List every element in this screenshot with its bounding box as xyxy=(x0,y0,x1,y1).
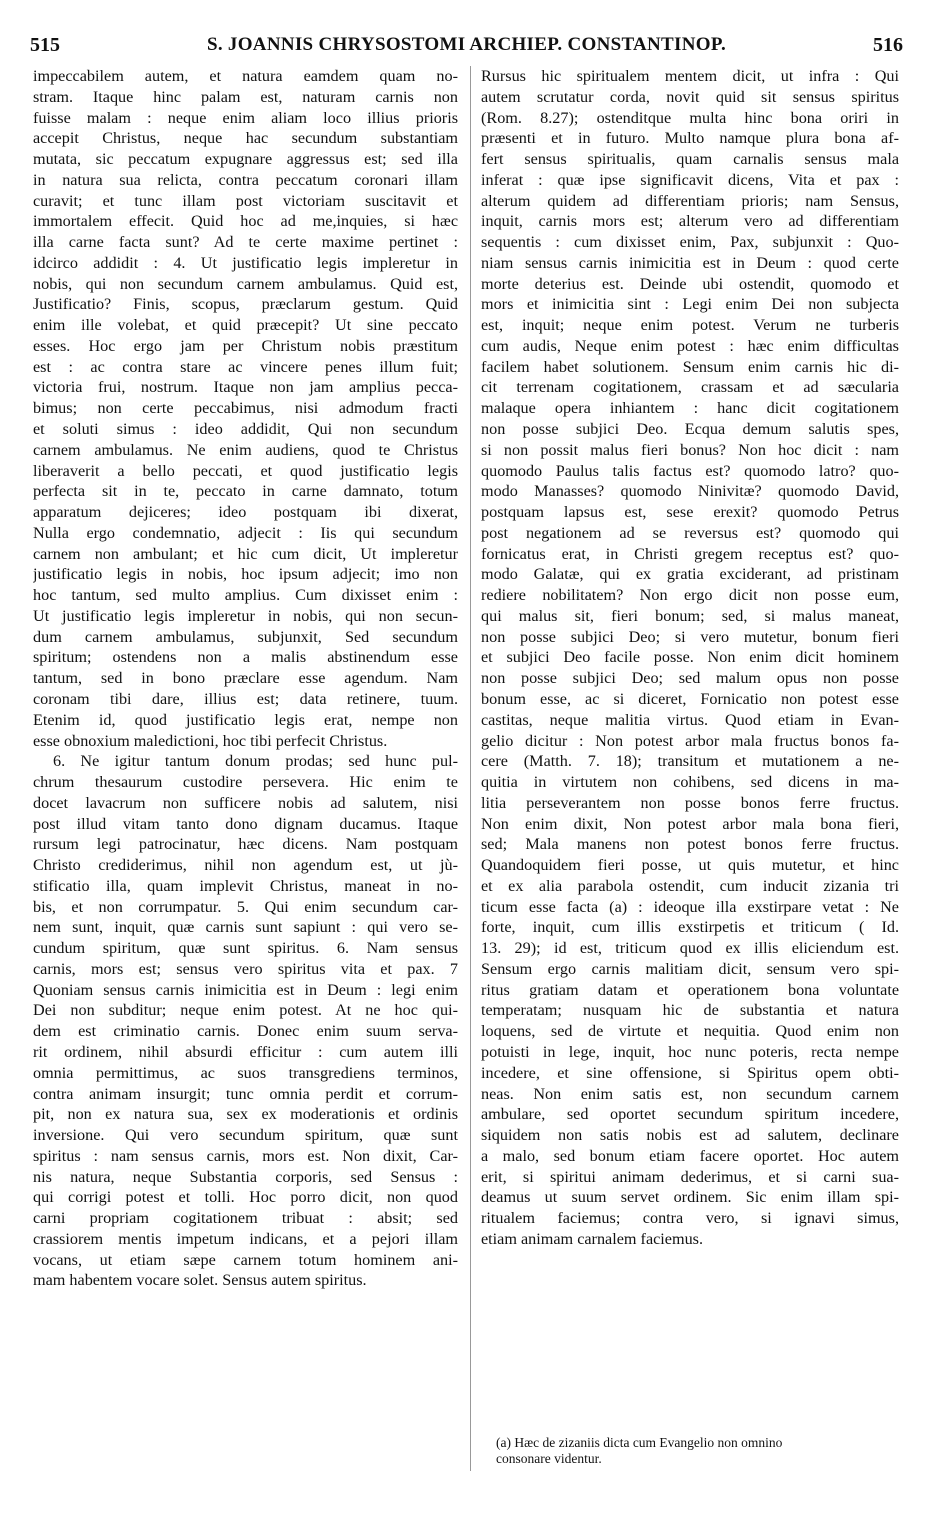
text-line: modo Manasses? quomodo Ninivitæ? quomodo David, xyxy=(481,482,899,501)
text-line: esses. Hoc ergo jam per Christum nobis præstitum xyxy=(33,336,458,355)
text-line: carnis, mors est; sensus vero spiritus vita et pax. 7 xyxy=(33,959,458,978)
text-line: inferat : quæ ipse significavit dicens, Vita et pax : xyxy=(481,170,899,189)
text-line: docet lavacrum non sufficere nobis ad salutem, nisi xyxy=(33,793,458,812)
text-line: crassiorem mentis impetum indicans, et a pejori illam xyxy=(33,1229,458,1248)
text-line: a malo, sed bonum etiam facere oportet. Hoc autem xyxy=(481,1146,899,1165)
page-header xyxy=(30,34,903,64)
text-line: mors et inimicitia sint : Legi enim Dei non subjecta xyxy=(481,295,899,314)
text-line: bis, et non corrumpatur. 5. Qui enim secundum car- xyxy=(33,897,458,916)
text-line: non posse subjici Deo; sed malum opus non posse xyxy=(481,669,899,688)
text-line: justificatio legis in nobis, hoc ipsum adjecit; imo non xyxy=(33,565,458,584)
text-line: carni propriam cogitationem tribuat : absit; sed xyxy=(33,1209,458,1228)
text-line: Etenim id, quod justificatio legis erat, nempe non xyxy=(33,710,458,729)
text-line: dum carnem ambulamus, subjunxit, Sed secundum xyxy=(33,627,458,646)
text-line: non posse subjici Deo; si vero mutetur, bonum fieri xyxy=(481,627,899,646)
text-line: in natura sua relicta, contra peccatum coronari illam xyxy=(33,170,458,189)
text-line: Non enim dixit, Non potest arbor mala bona fieri, xyxy=(481,814,899,833)
text-line: Christo crediderimus, nihil non agendum est, ut jù- xyxy=(33,856,458,875)
text-line: quomodo Paulus talis factus est? quomodo latro? quo- xyxy=(481,461,899,480)
text-line: immortalem effecit. Quid hoc ad me,inquies, si hæc xyxy=(33,212,458,231)
text-line: fuisse malam : neque enim aliam loco illius prioris xyxy=(33,108,458,127)
text-line: curavit; et tunc illam post victoriam suscitavit et xyxy=(33,191,458,210)
text-line: post illud vitam tanto dono dignam ducamus. Itaque xyxy=(33,814,458,833)
text-line: fert sensus spiritualis, quam carnalis sensus mala xyxy=(481,150,899,169)
text-line: modo Galatæ, qui ex gratia exciderant, ad pristinam xyxy=(481,565,899,584)
text-line: forte, inquit, cum illis exstirpetis et triticum ( Id. xyxy=(481,918,899,937)
text-line: victoria frui, nostrum. Itaque non jam amplius pecca- xyxy=(33,378,458,397)
text-line: morte deterius est. Deinde ubi ostendit, quomodo et xyxy=(481,274,899,293)
text-line: ritualem faciemus; contra vero, si ignavi simus, xyxy=(481,1209,899,1228)
text-line: non posse subjici Deo. Ecqua demum salutis spes, xyxy=(481,420,899,439)
text-line: tantum, sed in bono præclare esse agendum. Nam xyxy=(33,669,458,688)
text-line: siquidem non satis nobis est ad salutem, declinare xyxy=(481,1126,899,1145)
text-line: Sensum ergo carnis malitiam dicit, sensum vero spi- xyxy=(481,959,899,978)
text-line: nis natura, neque Substantia corporis, sed Sensus : xyxy=(33,1167,458,1186)
text-line: apparatum dejiceres; ideo postquam ibi dixerat, xyxy=(33,503,458,522)
text-line: est, inquit; neque enim potest. Verum ne turberis xyxy=(481,316,899,335)
text-line: et subjici Deo facile posse. Non enim dicit hominem xyxy=(481,648,899,667)
text-line: si non possit malus fieri bonus? Non hoc dicit : nam xyxy=(481,440,899,459)
column-divider xyxy=(470,66,471,1471)
text-line: enim ille volebat, et quid præcepit? Ut sine peccato xyxy=(33,316,458,335)
text-line: mutata, sic peccatum expugnare aggressus est; sed illa xyxy=(33,150,458,169)
text-line: sequentis : cum dixisset enim, Pax, subjunxit : Quo- xyxy=(481,233,899,252)
text-line: fornicatus erat, in Christi gregem receptus est? quo- xyxy=(481,544,899,563)
text-line: et ex alia parabola ostendit, cum inducit zizania tri xyxy=(481,876,899,895)
text-line: liberaverit a bello peccati, et quod justificatio legis xyxy=(33,461,458,480)
text-line: cum audis, Neque enim potest : hæc enim difficultas xyxy=(481,336,899,355)
text-line: erit, si spiritui animam dederimus, et si carni sua- xyxy=(481,1167,899,1186)
text-line: perfecta sit in te, peccato in carne damnato, totum xyxy=(33,482,458,501)
text-line: sed; Mala manens non potest bonos ferre fructus. xyxy=(481,835,899,854)
text-line: rursum legi patrocinatur, hæc dicens. Nam postquam xyxy=(33,835,458,854)
text-line: Dei non subditur; neque enim potest. At ne hoc qui- xyxy=(33,1001,458,1020)
text-line: qui corrigi potest et tolli. Hoc porro dicit, non quod xyxy=(33,1188,458,1207)
text-line: accepit Christus, neque hac secundum substantiam xyxy=(33,129,458,148)
text-line: etiam animam carnalem faciemus. xyxy=(481,1229,704,1248)
text-line: contra animam insurgit; tunc omnia perdit et corrum- xyxy=(33,1084,458,1103)
text-line: bimus; non certe peccabimus, nisi admodum fracti xyxy=(33,399,458,418)
text-line: Quoniam sensus carnis inimicitia est in Deum : legi enim xyxy=(33,980,458,999)
text-line: pit, non ex natura sua, sex ex moderationis et ordinis xyxy=(33,1105,458,1124)
text-line: dem est criminatio carnis. Donec enim suum serva- xyxy=(33,1022,458,1041)
text-line: postquam lapsus est, sese erexit? quomodo Petrus xyxy=(481,503,899,522)
text-line: spiritum; ostendens non a malis abstinendum esse xyxy=(33,648,458,667)
text-line: cit terrenam cogitationem, crassam et ad sæcularia xyxy=(481,378,899,397)
text-line: castitas, neque malitia virtus. Quod etiam in Evan- xyxy=(481,710,899,729)
text-line: spiritus : nam sensus carnis, mors est. Non dixit, Car- xyxy=(33,1146,458,1165)
text-line: ambulare, sed oportet secundum spiritum incedere, xyxy=(481,1105,899,1124)
text-line: nobis, qui non secundum carnem ambulamus. Quid est, xyxy=(33,274,458,293)
text-line: incedere, et sine offensione, si Spiritus opem obti- xyxy=(481,1063,899,1082)
text-line: stram. Itaque hinc palam est, naturam carnis non xyxy=(33,87,458,106)
text-line: niam sensus carnis inimicitia est in Deum : quod certe xyxy=(481,253,899,272)
text-line: Rursus hic spiritualem mentem dicit, ut infra : Qui xyxy=(481,67,899,85)
text-line: ritus gratiam datam et operationem bona voluntate xyxy=(481,980,899,999)
text-line: et soluti simus : ideo addidit, Qui non secundum xyxy=(33,420,458,439)
text-line: neas. Non enim satis est, non secundum carnem xyxy=(481,1084,899,1103)
text-line: (Rom. 8.27); ostenditque multa hinc bona oriri in xyxy=(481,108,899,127)
left-column xyxy=(33,66,458,1291)
text-line: consonare videntur. xyxy=(496,1451,602,1466)
text-line: impeccabilem autem, et natura eamdem quam no- xyxy=(33,67,458,85)
text-line: nem sunt, inquit, quæ carnis sunt sapiunt : qui vero se- xyxy=(33,918,458,937)
text-line: carnem non ambulant; et hic cum dicit, Ut impleretur xyxy=(33,544,458,563)
text-line: esse obnoxium maledictioni, hoc tibi perfecit Christus. xyxy=(33,731,388,750)
text-line: bonum esse, ac si diceret, Fornicatio non potest esse xyxy=(481,689,899,708)
text-line: præsenti et in futuro. Multo namque plura bona af- xyxy=(481,129,899,148)
text-line: gelio dicitur : Non potest arbor mala fructus bonos fa- xyxy=(481,731,899,750)
text-line: stificatio illa, quam implevit Christus, maneat in no- xyxy=(33,876,458,895)
text-line: carnem ambulamus. Ne enim audiens, quod te Christus xyxy=(33,440,458,459)
text-line: rediere nobilitatem? Non ergo dicit non posse eum, xyxy=(481,586,899,605)
text-line: temperatam; nusquam hic de substantia et natura xyxy=(481,1001,899,1020)
text-line: coronam tibi dare, illius est; data retinere, tuum. xyxy=(33,689,458,708)
text-line: mam habentem vocare solet. Sensus autem spiritus. xyxy=(33,1271,367,1290)
page-number-left: 515 xyxy=(30,34,60,56)
text-line: 13. 29); id est, triticum quod ex illis eliciendum est. xyxy=(481,939,899,958)
text-line: idcirco addidit : 4. Ut justificatio legis impleretur in xyxy=(33,253,458,272)
text-line: ticum esse facta (a) : ideoque illa exstirpare vetat : Ne xyxy=(481,897,899,916)
text-line: Ut justificatio legis impleretur in nobis, qui non secun- xyxy=(33,606,458,625)
text-line: litia perseverantem non posse bonos ferre fructus. xyxy=(481,793,899,812)
running-title: S. JOANNIS CHRYSOSTOMI ARCHIEP. CONSTANTINOP. xyxy=(206,34,727,55)
text-line: hoc tantum, sed multo amplius. Cum dixisset enim : xyxy=(33,586,458,605)
text-line: facilem habet solutionem. Sensum enim carnis hic di- xyxy=(481,357,899,376)
text-line: Quandoquidem fieri posse, ut quis mutetur, et hinc xyxy=(481,856,899,875)
text-line: quitia in virtutem non cohibens, sed dicens in ma- xyxy=(481,773,899,792)
text-line: omnia permittimus, ac suos transgrediens terminos, xyxy=(33,1063,458,1082)
right-column xyxy=(481,66,899,1250)
text-line: inquit, carnis mors est; alterum vero ad differentiam xyxy=(481,212,899,231)
page-number-right: 516 xyxy=(873,34,903,56)
text-line: vocans, ut etiam sæpe carnem totum hominem ani- xyxy=(33,1250,458,1269)
text-line: Nulla ergo condemnatio, adjecit : Iis qui secundum xyxy=(33,523,458,542)
text-line: inversione. Qui vero secundum spiritum, quæ sunt xyxy=(33,1126,458,1145)
text-line: chrum thesaurum custodire persevera. Hic enim te xyxy=(33,773,458,792)
text-line: post negationem ad se reversus est? quomodo qui xyxy=(481,523,899,542)
text-line: (a) Hæc de zizaniis dicta cum Evangelio non omnino xyxy=(496,1435,783,1450)
text-line: qui malus sit, fieri bonum; sed, si malus maneat, xyxy=(481,606,899,625)
text-line: deamus ut suum servet ordinem. Sic enim illam spi- xyxy=(481,1188,899,1207)
text-line: illa carne facta sunt? Ad te certe maxime pertinet : xyxy=(33,233,458,252)
text-line: potuisti in lege, inquit, hoc nunc poteris, recta nempe xyxy=(481,1042,899,1061)
text-line: 6. Ne igitur tantum donum prodas; sed hunc pul- xyxy=(53,752,458,771)
text-line: autem scrutatur corda, novit quid sit sensus spiritus xyxy=(481,87,899,106)
text-line: cere (Matth. 7. 18); transitum et mutationem a ne- xyxy=(481,752,899,771)
text-line: alterum quidem ad differentiam prioris; nam Sensus, xyxy=(481,191,899,210)
text-line: est : ac contra stare ac vincere penes illum fuit; xyxy=(33,357,458,376)
text-line: loquens, sed de virtute et nequitia. Quod enim non xyxy=(481,1022,899,1041)
footnote xyxy=(496,1435,896,1467)
text-line: malaque opera inhiantem : hanc dicit cogitationem xyxy=(481,399,899,418)
text-line: rit ordinem, nihil absurdi efficitur : cum autem illi xyxy=(33,1042,458,1061)
text-line: cundum spiritum, quæ sunt spiritus. 6. Nam sensus xyxy=(33,939,458,958)
text-line: Justificatio? Finis, scopus, præclarum gestum. Quid xyxy=(33,295,458,314)
